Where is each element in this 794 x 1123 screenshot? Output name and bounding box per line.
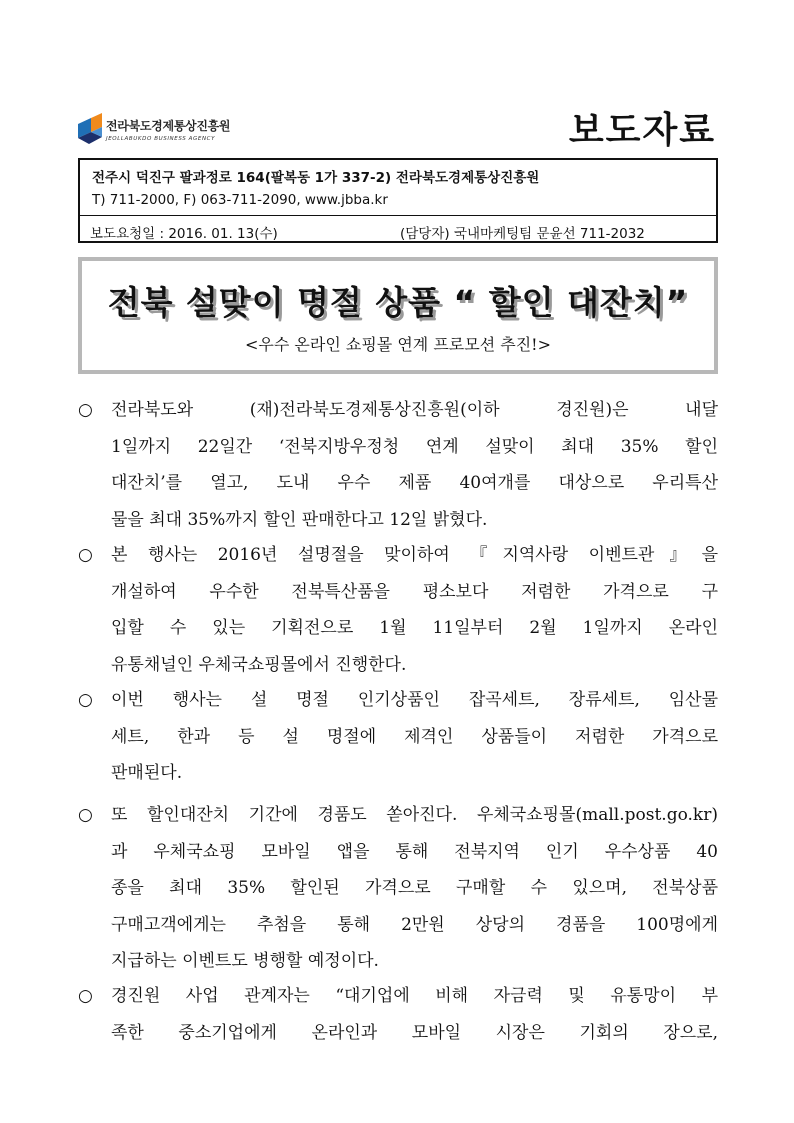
person-in-charge: (담당자) 국내마케팅팀 문윤선 711-2032 — [400, 226, 645, 242]
paragraph-line: 대잔치’를 열고, 도내 우수 제품 40여개를 대상으로 우리특산 — [111, 473, 718, 493]
bullet-circle: ○ — [78, 545, 93, 565]
doc-type-title: 보도자료 — [568, 110, 716, 151]
paragraph-line: 이번 행사는 설 명절 인기상품인 잡곡세트, 장류세트, 임산물 — [111, 690, 718, 710]
info-divider — [80, 215, 716, 216]
info-box — [78, 158, 718, 243]
paragraph-line: 유통채널인 우체국쇼핑몰에서 진행한다. — [111, 654, 407, 675]
paragraph-line: 족한 중소기업에게 온라인과 모바일 시장은 기회의 장으로, — [111, 1022, 718, 1043]
paragraph-line: 개설하여 우수한 전북특산품을 평소보다 저렴한 가격으로 구 — [111, 581, 718, 602]
paragraph-line: 1일까지 22일간 ‘전북지방우정청 연계 설맞이 최대 35% 할인 — [111, 436, 718, 457]
paragraph-line: 판매된다. — [111, 763, 183, 783]
paragraph-line: 세트, 한과 등 설 명절에 제격인 상품들이 저렴한 가격으로 — [111, 726, 718, 747]
bullet-circle: ○ — [78, 986, 93, 1006]
paragraph-line: 과 우체국쇼핑 모바일 앱을 통해 전북지역 인기 우수상품 40 — [111, 841, 718, 862]
paragraph-line: 또 할인대잔치 기간에 경품도 쏟아진다. 우체국쇼핑몰(mall.post.go.kr) — [111, 805, 718, 825]
org-name-en: JEOLLABUKDO BUSINESS AGENCY — [106, 136, 216, 142]
org-name: 전라북도경제통상진흥원 — [106, 119, 231, 133]
paragraph-line: 종을 최대 35% 할인된 가격으로 구매할 수 있으며, 전북상품 — [111, 878, 718, 898]
headline-title: 전북 설맞이 명절 상품 “ 할인 대잔치” — [107, 283, 689, 322]
bullet-circle: ○ — [78, 400, 93, 420]
paragraph-line: 구매고객에게는 추첨을 통해 2만원 상당의 경품을 100명에게 — [111, 914, 718, 935]
bullet-circle: ○ — [78, 805, 93, 825]
bullet-circle: ○ — [78, 690, 93, 710]
headline-subtitle: <우수 온라인 쇼핑몰 연계 프로모션 추진!> — [245, 335, 551, 354]
org-logo — [78, 106, 338, 158]
org-logo-icon — [78, 110, 104, 150]
request-date: 보도요청일 : 2016. 01. 13(수) — [90, 226, 278, 242]
paragraph-line: 입할 수 있는 기획전으로 1월 11일부터 2월 1일까지 온라인 — [111, 618, 718, 638]
paragraph-line: 본 행사는 2016년 설명절을 맞이하여 『지역사랑 이벤트관』을 — [111, 545, 718, 565]
paragraph-line: 전라북도와 (재)전라북도경제통상진흥원(이하 경진원)은 내달 — [111, 400, 718, 420]
paragraph-line: 경진원 사업 관계자는 “대기업에 비해 자금력 및 유통망이 부 — [111, 986, 718, 1006]
paragraph-line: 물을 최대 35%까지 할인 판매한다고 12일 밝혔다. — [111, 509, 488, 530]
headline-box — [78, 257, 718, 374]
address-text: 전주시 덕진구 팔과정로 164(팔복동 1가 337-2) 전라북도경제통상진흥원 — [92, 170, 540, 186]
contact-text: T) 711-2000, F) 063-711-2090, www.jbba.kr — [92, 192, 388, 208]
paragraph-line: 지급하는 이벤트도 병행할 예정이다. — [111, 951, 379, 971]
